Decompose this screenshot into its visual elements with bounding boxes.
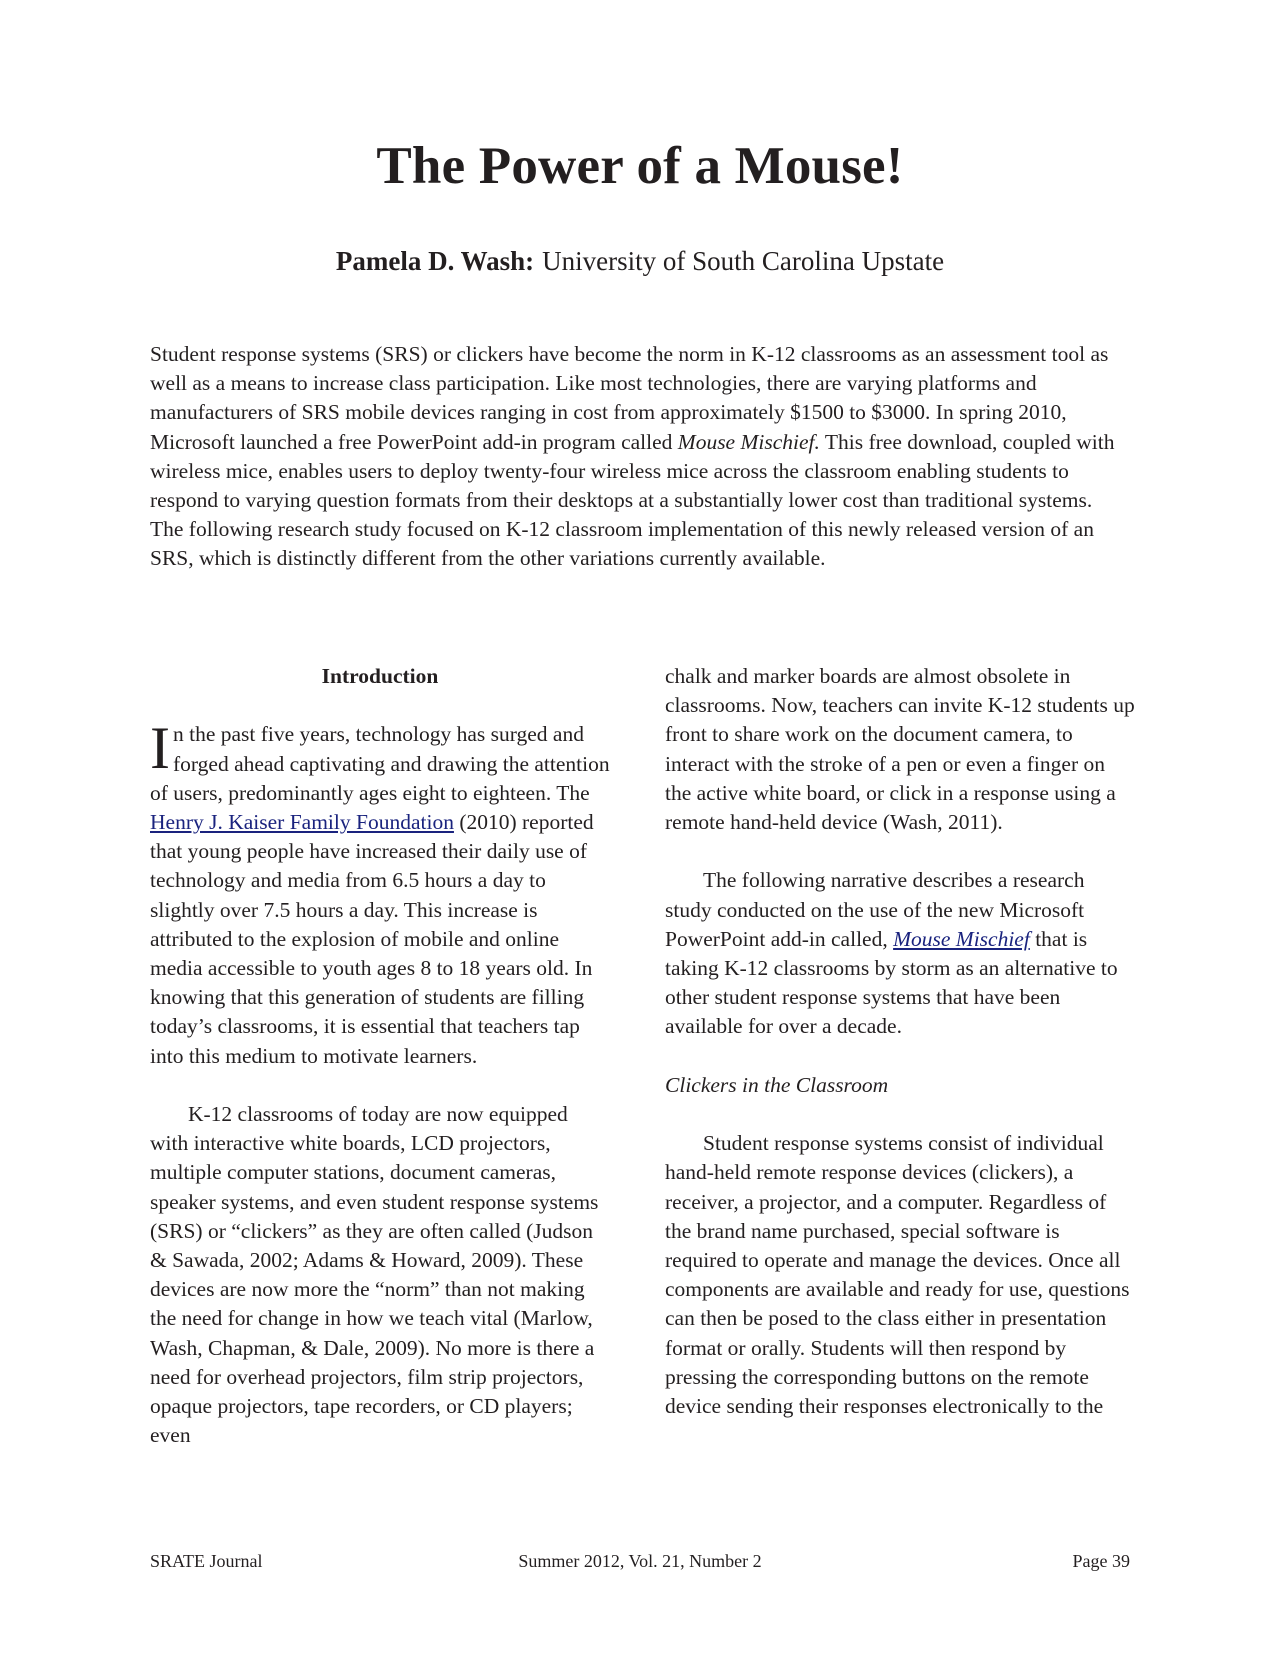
byline [0,246,1280,277]
section-heading-introduction: Introduction [321,664,439,688]
right-paragraph-2 [665,866,1135,1041]
section-subheading-clickers: Clickers in the Classroom [665,1072,889,1097]
abstract-italic-title: Mouse Mischief. [677,429,820,454]
abstract-text-1: Student response systems (SRS) or clickers have become the norm in K-12 classrooms as an assessment tool as well as a means to increase class participation. Like most technologies, there are varying platforms and manufacturers of SRS mobile devices ranging in cost from approximately $1500 to $3000. In spring 2010, Microsoft launched a free PowerPoint add-in program called [150,342,1109,454]
left-column [150,662,610,1450]
footer-journal-name: SRATE Journal [150,1551,263,1571]
abstract-text-2: This free download, coupled with wireless mice, enables users to deploy twenty-four wireless mice across the classroom enabling students to respond to varying question formats from their desktops at a substantially lower cost than traditional systems. The following research study focused on K-12 classroom implementation of this newly released version of an SRS, which is distinctly different from the other variations currently available. [150,429,1115,571]
article-title: The Power of a Mouse! [376,137,904,195]
abstract [150,340,1130,574]
right-p2-text-b: that is taking K-12 classrooms by storm as an alternative to other student response systems that have been available for over a decade. [665,926,1118,1039]
author-name: Pamela D. Wash: [335,246,535,276]
author-affiliation: University of South Carolina Upstate [542,246,945,276]
mouse-mischief-link[interactable]: Mouse Mischief [893,926,1030,951]
footer-page-number: Page 39 [1072,1551,1130,1571]
intro-p1-text-a: n the past five years, technology has surged and forged ahead captivating and drawing the attention of users, predominantly ages eight to eighteen. The [150,722,610,805]
drop-cap: I [150,715,170,782]
intro-p1-text-b: (2010) reported that young people have increased their daily use of technology and media from 6.5 hours a day to slightly over 7.5 hours a day. This increase is attributed to the explosion of mobile and online media accessible to youth ages 8 to 18 years old. In knowing that this generation of students are filling today’s classrooms, it is essential that teachers tap into this medium to motivate learners. [150,810,594,1068]
right-p2-text-a: The following narrative describes a research study conducted on the use of the new Microsoft PowerPoint add-in called, [665,868,1085,951]
right-paragraph-1: chalk and marker boards are almost obsolete in classrooms. Now, teachers can invite K-12 students up front to share work on the document camera, to interact with the stroke of a pen or even a finger on the active white board, or click in a response using a remote hand-held device (Wash, 2011). [665,664,1135,835]
intro-paragraph-2: K-12 classrooms of today are now equipped with interactive white boards, LCD projectors, multiple computer stations, document cameras, speaker systems, and even student response systems (SRS) or “clickers” as they are often called (Judson & Sawada, 2002; Adams & Howard, 2009). These devices are now more the “norm” than not making the need for change in how we teach vital (Marlow, Wash, Chapman, & Dale, 2009). No more is there a need for overhead projectors, film strip projectors, opaque projectors, tape recorders, or CD players; even [150,1102,599,1448]
kaiser-foundation-link[interactable]: Henry J. Kaiser Family Foundation [150,810,454,834]
footer-issue: Summer 2012, Vol. 21, Number 2 [518,1551,762,1571]
intro-paragraph-1 [150,715,610,1070]
right-column [665,662,1135,1421]
right-paragraph-3: Student response systems consist of individual hand-held remote response devices (clickers), a receiver, a projector, and a computer. Regardless of the brand name purchased, special software is required to operate and manage the devices. Once all components are available and ready for use, questions can then be posed to the class either in presentation format or orally. Students will then respond by pressing the corresponding buttons on the remote device sending their responses electronically to the [665,1131,1130,1419]
